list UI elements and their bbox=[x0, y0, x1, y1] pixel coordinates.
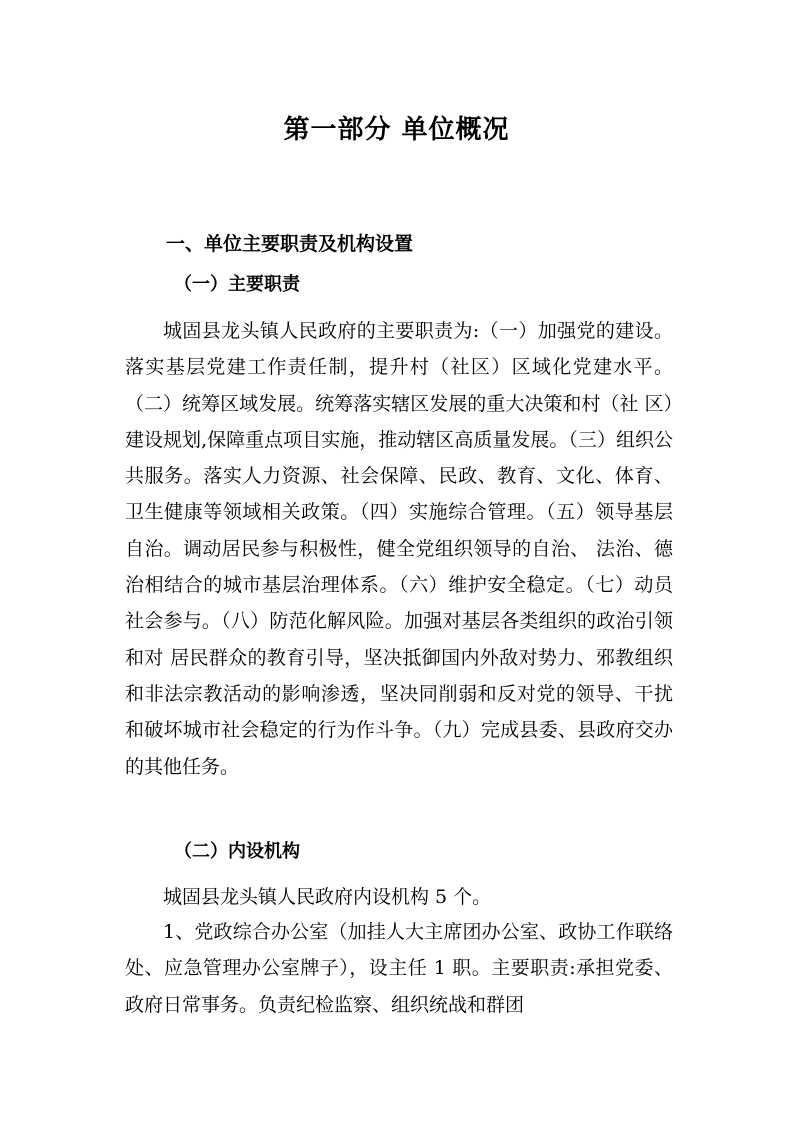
org-count-paragraph: 城固县龙头镇人民政府内设机构 5 个。 bbox=[163, 886, 492, 908]
subsection-heading-org: （二）内设机构 bbox=[174, 841, 300, 862]
office-paragraph: 1、党政综合办公室（加挂人大主席团办公室、政协工作联络处、应急管理办公室牌子），设主任 1 职。主要职责:承担党委、政府日常事务。负责纪检监察、组织统战和群团 bbox=[125, 921, 673, 1016]
duties-paragraph: 城固县龙头镇人民政府的主要职责为:（一）加强党的建设。落实基层党建工作责任制，提升村（社区）区域化党建水平。（二）统筹区域发展。统筹落实辖区发展的重大决策和村（社 区）建设规划,保障重点项目实施，推动辖区高质量发展。（三）组织公共服务。落实人力资源、社会保障、民政、教育、文化、体育、卫生健康等领域相关政策。（四）实施综合管理。（五）领导基层自治。调动居民参与积极性，健全党组织领导的自治、 法治、德治相结合的城市基层治理体系。（六）维护安全稳定。（七）动员社会参与。（八）防范化解风险。加强对基层各类组织的政治引领和对 居民群众的教育引导，坚决抵御国内外敌对势力、邪教组织和非法宗教活动的影响渗透，坚决同削弱和反对党的领导、干扰和破坏城市社会稳定的行为作斗争。（九）完成县委、县政府交办的其他任务。 bbox=[125, 320, 673, 778]
section-heading: 一、单位主要职责及机构设置 bbox=[166, 233, 414, 255]
page-title: 第一部分 单位概况 bbox=[283, 115, 510, 145]
subsection-heading-duties: （一）主要职责 bbox=[174, 274, 300, 295]
